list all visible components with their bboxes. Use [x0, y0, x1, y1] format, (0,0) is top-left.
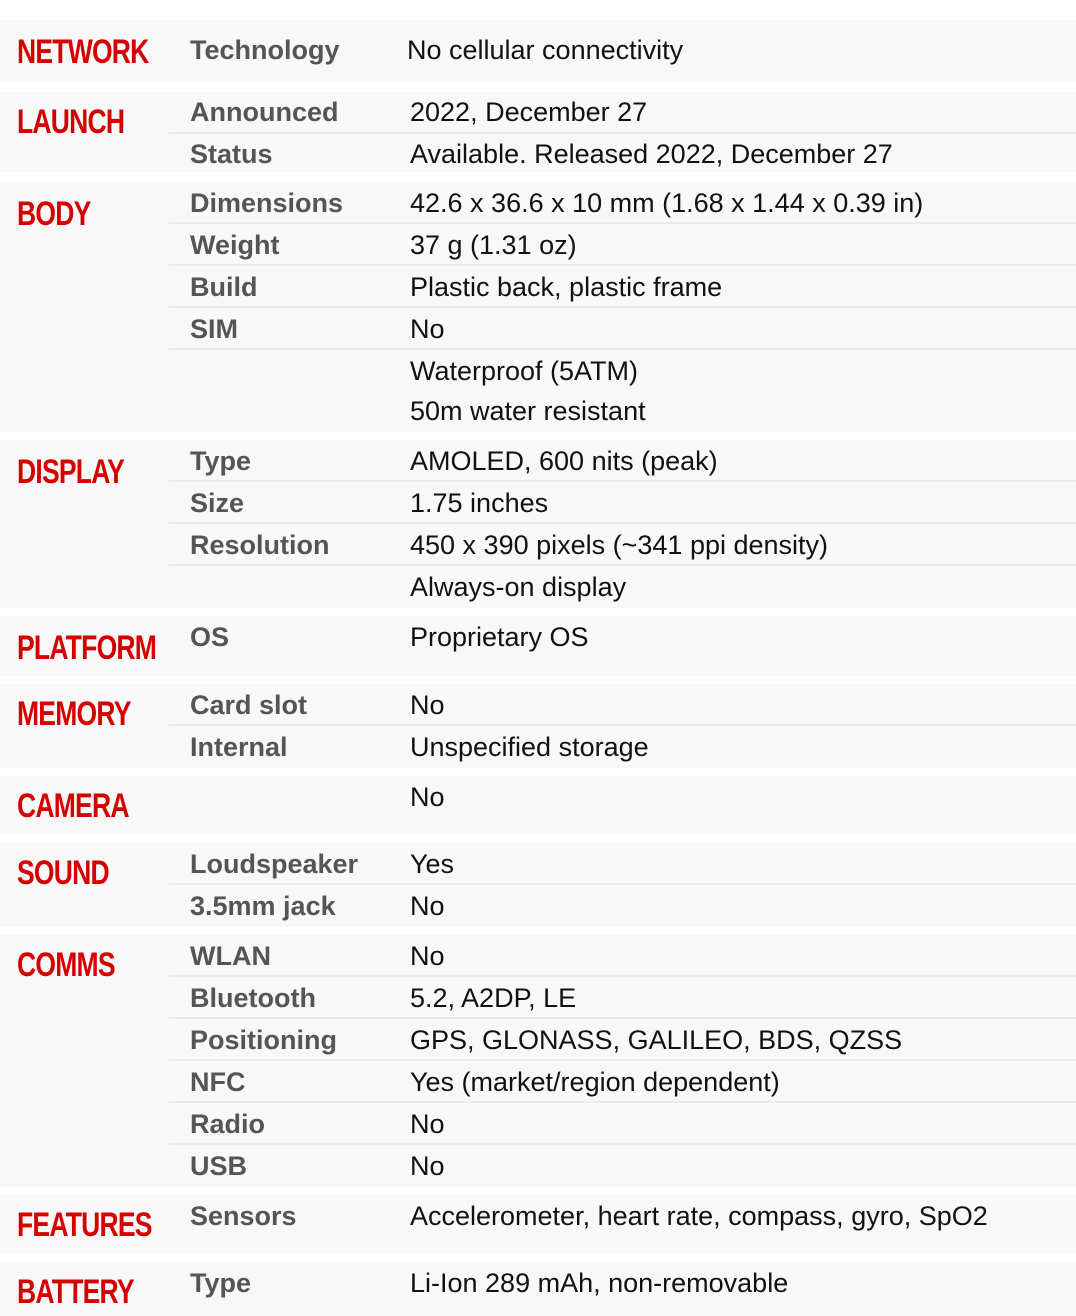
section-launch [0, 92, 1076, 172]
spec-label[interactable]: Size [190, 488, 245, 518]
category-heading[interactable]: BODY [17, 195, 91, 233]
section-sound [0, 843, 1076, 927]
spec-value: 5.2, A2DP, LE [410, 983, 577, 1013]
spec-row-always-on [169, 566, 1076, 608]
spec-row-internal [169, 726, 1076, 768]
section-body [0, 182, 1076, 432]
spec-row-nfc [169, 1061, 1076, 1103]
section-platform [0, 616, 1076, 676]
section-memory [0, 684, 1076, 768]
spec-label[interactable]: USB [190, 1151, 248, 1181]
spec-value: 37 g (1.31 oz) [410, 230, 577, 260]
spec-row-technology [169, 20, 1076, 82]
spec-value: Proprietary OS [410, 622, 589, 652]
spec-label[interactable]: Technology [190, 35, 340, 65]
spec-row-camera [169, 776, 1076, 834]
spec-row-jack [169, 885, 1076, 927]
spec-value: Yes (market/region dependent) [410, 1067, 780, 1097]
spec-row-os [169, 616, 1076, 676]
spec-value: No [410, 1151, 445, 1181]
spec-row-status [169, 134, 1076, 172]
spec-label[interactable]: Announced [190, 97, 339, 127]
spec-row-size [169, 482, 1076, 524]
spec-row-battery-type [169, 1262, 1076, 1316]
spec-row-build [169, 266, 1076, 308]
section-display [0, 440, 1076, 608]
spec-value: 42.6 x 36.6 x 10 mm (1.68 x 1.44 x 0.39 in) [410, 188, 924, 218]
spec-value: Li-Ion 289 mAh, non-removable [410, 1268, 789, 1298]
spec-value: Plastic back, plastic frame [410, 272, 723, 302]
spec-value: No [410, 891, 445, 921]
category-heading[interactable]: LAUNCH [17, 103, 125, 141]
spec-label[interactable]: Dimensions [190, 188, 344, 218]
spec-label[interactable]: OS [190, 622, 230, 652]
spec-row-sensors [169, 1195, 1076, 1253]
spec-value: Yes [410, 849, 455, 879]
spec-row-usb [169, 1145, 1076, 1187]
spec-value: 450 x 390 pixels (~341 ppi density) [410, 530, 829, 560]
spec-row-loudspeaker [169, 843, 1076, 885]
spec-value: Accelerometer, heart rate, compass, gyro, SpO2 [410, 1201, 988, 1231]
spec-label[interactable]: Card slot [190, 690, 308, 720]
spec-value: No [410, 941, 445, 971]
spec-value: Available. Released 2022, December 27 [410, 139, 893, 169]
spec-label[interactable]: Status [190, 139, 273, 169]
spec-label[interactable]: Type [190, 446, 252, 476]
spec-label[interactable]: WLAN [190, 941, 271, 971]
spec-value: 1.75 inches [410, 488, 549, 518]
spec-label[interactable]: Radio [190, 1109, 266, 1139]
spec-label[interactable]: Weight [190, 230, 280, 260]
category-heading[interactable]: COMMS [17, 946, 115, 984]
spec-label[interactable]: Bluetooth [190, 983, 316, 1013]
spec-row-positioning [169, 1019, 1076, 1061]
section-comms [0, 935, 1076, 1187]
spec-label[interactable]: Resolution [190, 530, 330, 560]
spec-value: Always-on display [410, 572, 627, 602]
section-features [0, 1195, 1076, 1253]
spec-row-display-type [169, 440, 1076, 482]
spec-row-announced [169, 92, 1076, 134]
spec-row-weight [169, 224, 1076, 266]
spec-row-sim [169, 308, 1076, 350]
category-heading[interactable]: FEATURES [17, 1206, 152, 1244]
spec-value: Waterproof (5ATM) [410, 356, 639, 386]
category-heading[interactable]: MEMORY [17, 695, 131, 733]
spec-value: No [410, 1109, 445, 1139]
spec-label[interactable]: Internal [190, 732, 288, 762]
category-heading[interactable]: PLATFORM [17, 629, 157, 667]
spec-value: No [410, 314, 445, 344]
spec-value: No [410, 782, 445, 812]
spec-value: Unspecified storage [410, 732, 649, 762]
category-heading[interactable]: DISPLAY [17, 453, 125, 491]
spec-label[interactable]: Loudspeaker [190, 849, 359, 879]
spec-value: No [410, 690, 445, 720]
spec-value: AMOLED, 600 nits (peak) [410, 446, 718, 476]
category-heading[interactable]: SOUND [17, 854, 109, 892]
spec-label[interactable]: SIM [190, 314, 239, 344]
spec-row-resolution [169, 524, 1076, 566]
category-heading[interactable]: NETWORK [17, 33, 149, 71]
spec-row-dimensions [169, 182, 1076, 224]
spec-row-radio [169, 1103, 1076, 1145]
spec-label[interactable]: Type [190, 1268, 252, 1298]
spec-label[interactable]: NFC [190, 1067, 246, 1097]
spec-row-water-resistance [169, 350, 1076, 432]
section-camera [0, 776, 1076, 834]
spec-label[interactable]: 3.5mm jack [190, 891, 336, 921]
spec-row-wlan [169, 935, 1076, 977]
category-heading[interactable]: BATTERY [17, 1273, 134, 1311]
spec-value: No cellular connectivity [407, 35, 684, 65]
section-battery [0, 1262, 1076, 1316]
spec-row-card-slot [169, 684, 1076, 726]
spec-value: GPS, GLONASS, GALILEO, BDS, QZSS [410, 1025, 903, 1055]
spec-label[interactable]: Sensors [190, 1201, 297, 1231]
spec-label[interactable]: Build [190, 272, 258, 302]
spec-value: 2022, December 27 [410, 97, 648, 127]
category-heading[interactable]: CAMERA [17, 787, 129, 825]
section-network [0, 20, 1076, 82]
spec-value-line-2: 50m water resistant [410, 396, 646, 426]
spec-row-bluetooth [169, 977, 1076, 1019]
spec-label[interactable]: Positioning [190, 1025, 337, 1055]
